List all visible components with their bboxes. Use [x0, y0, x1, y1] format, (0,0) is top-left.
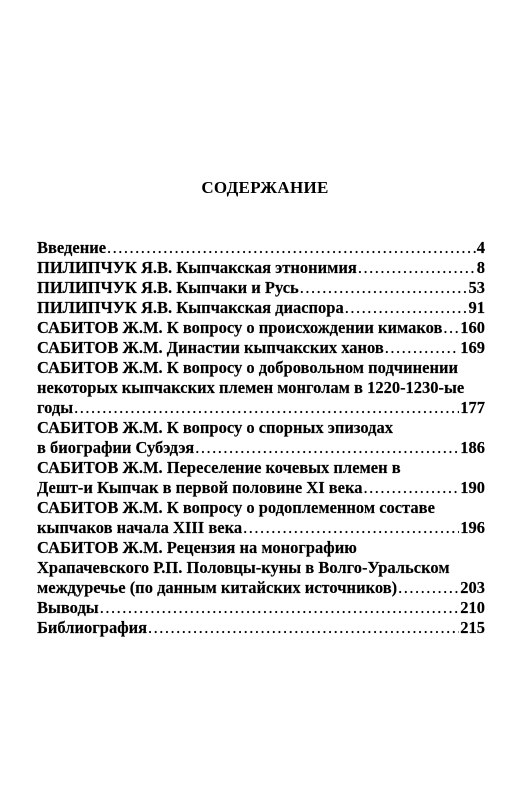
toc-entry-title: Введение	[37, 238, 107, 257]
toc-entry-line: Храпачевского Р.П. Половцы-куны в Волго-Уральском	[37, 558, 450, 577]
toc-page-number: 210	[460, 598, 485, 617]
toc-entry-final-line	[37, 438, 485, 458]
toc-entry	[37, 418, 485, 458]
toc-page-number: 186	[460, 438, 485, 457]
toc-entry-title: САБИТОВ Ж.М. К вопросу о происхождении кимаков	[37, 318, 443, 337]
table-of-contents	[37, 238, 485, 638]
toc-entry-title: кыпчаков начала XIII века	[37, 518, 243, 537]
toc-entry-title: Выводы	[37, 598, 99, 617]
toc-entry-final-line	[37, 318, 485, 338]
dot-leader	[100, 598, 460, 618]
toc-page-number: 169	[460, 338, 485, 357]
dot-leader	[364, 478, 460, 498]
toc-entry-final-line	[37, 618, 485, 638]
dot-leader	[358, 258, 476, 278]
toc-page-number: 215	[460, 618, 485, 637]
toc-page-number: 8	[476, 258, 485, 277]
toc-entry-final-line	[37, 278, 485, 298]
toc-entry-line: САБИТОВ Ж.М. К вопросу о родоплеменном составе	[37, 498, 435, 517]
toc-entry-line: САБИТОВ Ж.М. К вопросу о спорных эпизодах	[37, 418, 394, 437]
toc-entry	[37, 338, 485, 358]
toc-entry-final-line	[37, 298, 485, 318]
toc-page-number: 196	[460, 518, 485, 537]
toc-entry-title: ПИЛИПЧУК Я.В. Кыпчакская диаспора	[37, 298, 344, 317]
toc-page-number: 160	[460, 318, 485, 337]
toc-page-number: 4	[476, 238, 485, 257]
toc-entry-final-line	[37, 258, 485, 278]
toc-entry-final-line	[37, 398, 485, 418]
toc-page-number: 177	[460, 398, 485, 417]
dot-leader	[74, 398, 459, 418]
toc-entry-title: САБИТОВ Ж.М. Династии кыпчакских ханов	[37, 338, 384, 357]
dot-leader	[243, 518, 459, 538]
toc-entry-line: САБИТОВ Ж.М. Рецензия на монографию	[37, 538, 357, 557]
toc-entry-final-line	[37, 518, 485, 538]
dot-leader	[443, 318, 459, 338]
toc-entry-final-line	[37, 578, 485, 598]
toc-entry	[37, 538, 485, 598]
toc-entry-final-line	[37, 238, 485, 258]
toc-entry-title: ПИЛИПЧУК Я.В. Кыпчаки и Русь	[37, 278, 299, 297]
toc-entry	[37, 598, 485, 618]
toc-page-number: 53	[468, 278, 485, 297]
toc-entry-title: в биографии Субэдэя	[37, 438, 195, 457]
dot-leader	[148, 618, 459, 638]
toc-page-number: 91	[468, 298, 485, 317]
toc-entry-title: годы	[37, 398, 74, 417]
dot-leader	[107, 238, 476, 258]
toc-entry-line: САБИТОВ Ж.М. Переселение кочевых племен в	[37, 458, 401, 477]
dot-leader	[398, 578, 459, 598]
toc-entry	[37, 258, 485, 278]
toc-entry	[37, 298, 485, 318]
toc-entry	[37, 238, 485, 258]
dot-leader	[345, 298, 468, 318]
toc-entry	[37, 618, 485, 638]
toc-entry-title: ПИЛИПЧУК Я.В. Кыпчакская этнонимия	[37, 258, 357, 277]
toc-entry	[37, 278, 485, 298]
toc-entry	[37, 458, 485, 498]
page-title: СОДЕРЖАНИЕ	[201, 178, 329, 197]
dot-leader	[300, 278, 468, 298]
toc-entry	[37, 498, 485, 538]
toc-entry	[37, 358, 485, 418]
toc-entry-line: некоторых кыпчакских племен монголам в 1220-1230-ые	[37, 378, 465, 397]
toc-page-number: 190	[460, 478, 485, 497]
toc-entry-title: Библиография	[37, 618, 148, 637]
toc-entry-line: САБИТОВ Ж.М. К вопросу о добровольном подчинении	[37, 358, 458, 377]
toc-entry	[37, 318, 485, 338]
dot-leader	[385, 338, 460, 358]
toc-entry-title: Дешт-и Кыпчак в первой половине XI века	[37, 478, 363, 497]
toc-entry-final-line	[37, 598, 485, 618]
toc-entry-final-line	[37, 478, 485, 498]
dot-leader	[195, 438, 459, 458]
toc-entry-title: междуречье (по данным китайских источников)	[37, 578, 398, 597]
toc-page-number: 203	[460, 578, 485, 597]
toc-entry-final-line	[37, 338, 485, 358]
